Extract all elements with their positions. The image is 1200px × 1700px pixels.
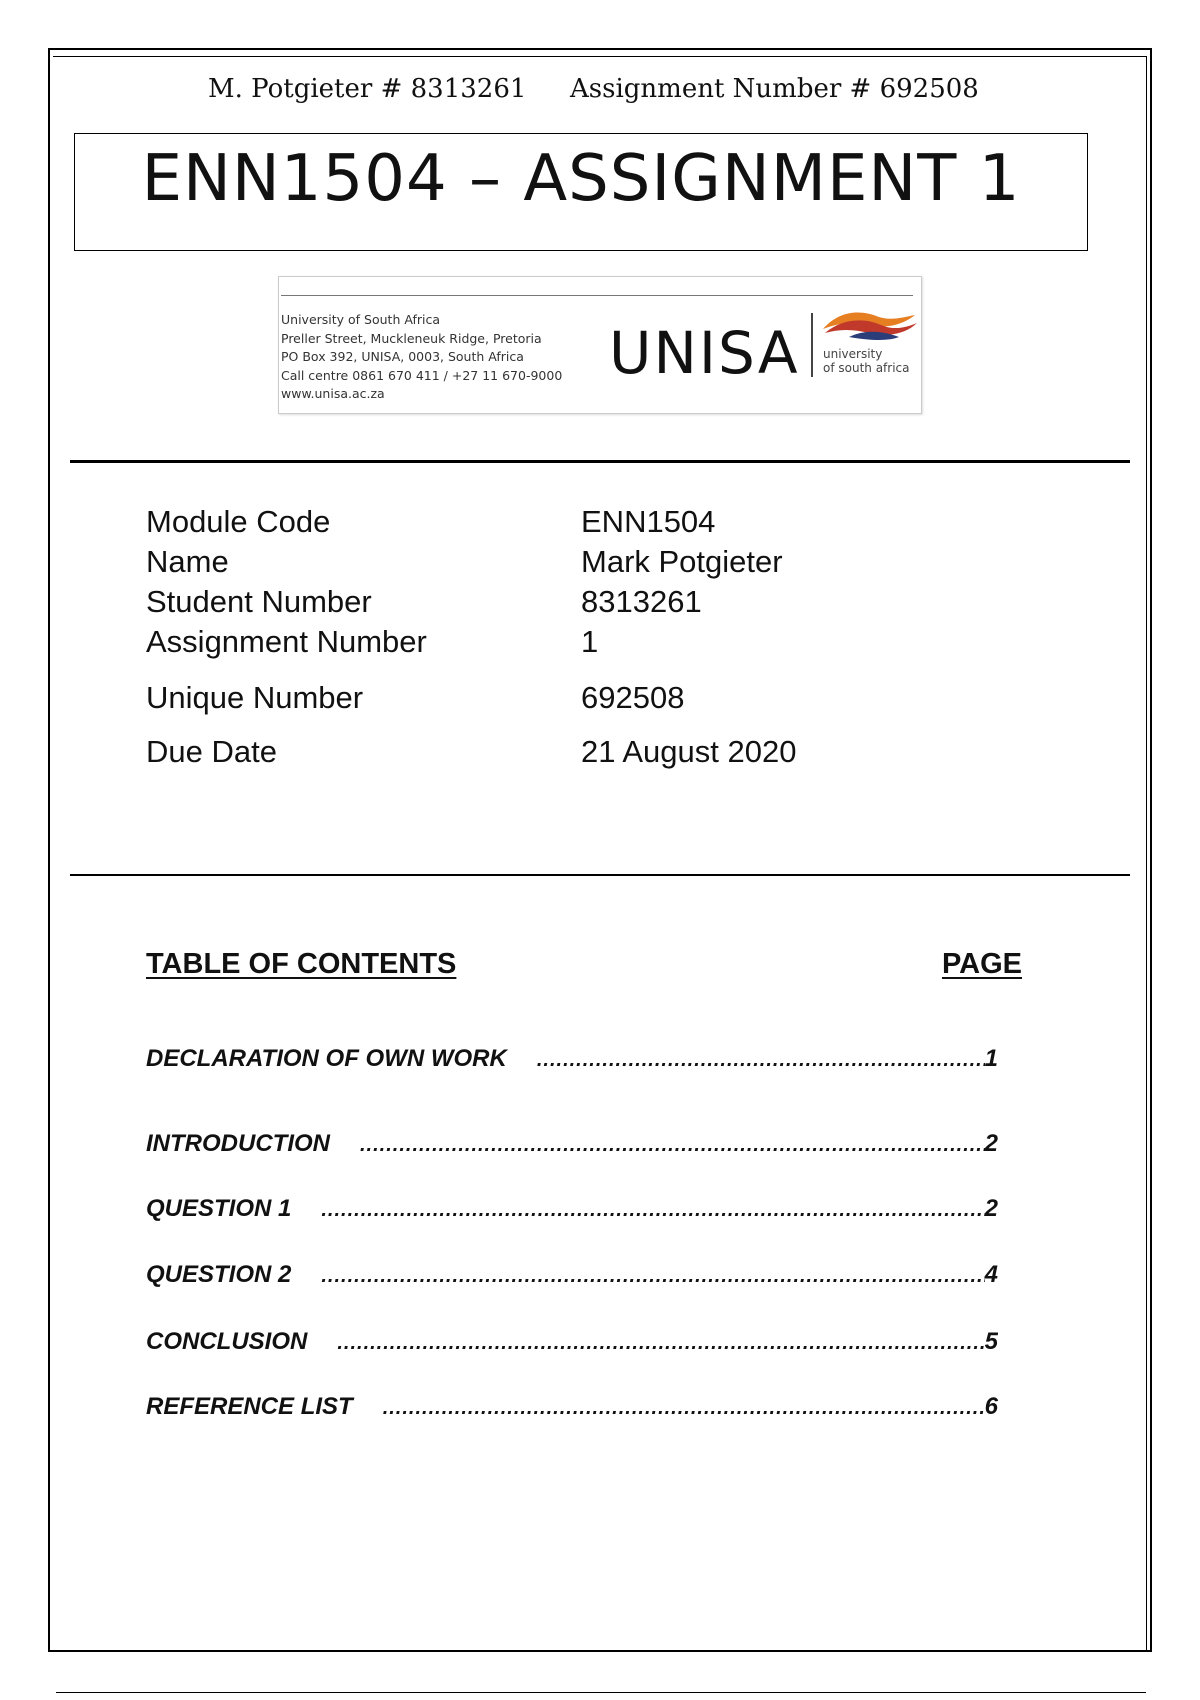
toc-leader-dots bbox=[360, 1134, 985, 1157]
info-value: 1 bbox=[581, 624, 599, 659]
address-line: University of South Africa bbox=[281, 312, 441, 327]
unisa-wordmark: UNISA bbox=[609, 319, 800, 387]
toc-leader-dots bbox=[337, 1332, 984, 1355]
info-value: 8313261 bbox=[581, 584, 702, 619]
unisa-logo-banner bbox=[278, 276, 922, 414]
toc-leader-dots bbox=[537, 1049, 985, 1072]
toc-entry-declaration[interactable] bbox=[146, 1045, 998, 1073]
toc-leader-dots bbox=[321, 1265, 984, 1288]
toc-entry-title: QUESTION 1 bbox=[146, 1195, 292, 1222]
toc-entry-conclusion[interactable] bbox=[146, 1328, 998, 1356]
toc-entry-title: QUESTION 2 bbox=[146, 1261, 292, 1288]
address-line: Preller Street, Muckleneuk Ridge, Pretoria bbox=[281, 330, 542, 346]
bottom-rule bbox=[56, 1692, 1146, 1693]
info-label: Student Number bbox=[146, 584, 372, 619]
info-value: Mark Potgieter bbox=[581, 544, 783, 579]
toc-entry-page: 1 bbox=[984, 1045, 998, 1072]
toc-entry-page: 2 bbox=[984, 1130, 998, 1157]
info-label: Due Date bbox=[146, 734, 277, 769]
toc-heading: TABLE OF CONTENTS bbox=[146, 948, 457, 980]
address-line: www.unisa.ac.za bbox=[281, 386, 385, 401]
toc-entry-question-2[interactable] bbox=[146, 1261, 998, 1289]
toc-entry-page: 2 bbox=[984, 1195, 998, 1222]
logo-top-rule bbox=[281, 295, 913, 296]
header-assignment-ref: Assignment Number # 692508 bbox=[570, 74, 979, 104]
toc-entry-title: INTRODUCTION bbox=[146, 1130, 330, 1157]
info-label: Module Code bbox=[146, 504, 331, 539]
unisa-flag-icon bbox=[819, 307, 919, 347]
toc-entry-title: REFERENCE LIST bbox=[146, 1393, 353, 1420]
info-label: Name bbox=[146, 544, 229, 579]
toc-entry-title: CONCLUSION bbox=[146, 1328, 308, 1355]
logo-address bbox=[281, 311, 562, 404]
toc-entry-title: DECLARATION OF OWN WORK bbox=[146, 1045, 507, 1072]
toc-entry-page: 4 bbox=[984, 1261, 998, 1288]
title-box bbox=[74, 133, 1088, 251]
toc-entry-introduction[interactable] bbox=[146, 1130, 998, 1158]
toc-entry-page: 6 bbox=[984, 1393, 998, 1420]
address-line: Call centre 0861 670 411 / +27 11 670-9000 bbox=[281, 367, 563, 383]
logo-divider bbox=[811, 313, 813, 377]
tagline-line-2: of south africa bbox=[823, 361, 910, 375]
section-divider-bottom bbox=[70, 874, 1130, 876]
info-value: 692508 bbox=[581, 680, 685, 715]
info-value: ENN1504 bbox=[581, 504, 716, 539]
toc-entry-question-1[interactable] bbox=[146, 1195, 998, 1223]
document-title: ENN1504 – ASSIGNMENT 1 bbox=[141, 142, 1021, 216]
info-label: Unique Number bbox=[146, 680, 364, 715]
address-line: PO Box 392, UNISA, 0003, South Africa bbox=[281, 349, 524, 364]
logo-tagline bbox=[823, 347, 910, 375]
section-divider-top bbox=[70, 460, 1130, 463]
tagline-line-1: university bbox=[823, 347, 883, 361]
info-value: 21 August 2020 bbox=[581, 734, 797, 769]
toc-entry-page: 5 bbox=[984, 1328, 998, 1355]
toc-page-heading: PAGE bbox=[941, 948, 1022, 980]
toc-leader-dots bbox=[383, 1397, 985, 1420]
header-student-ref: M. Potgieter # 8313261 bbox=[208, 74, 527, 104]
info-label: Assignment Number bbox=[146, 624, 427, 659]
toc-entry-reference-list[interactable] bbox=[146, 1393, 998, 1421]
toc-leader-dots bbox=[321, 1199, 984, 1222]
